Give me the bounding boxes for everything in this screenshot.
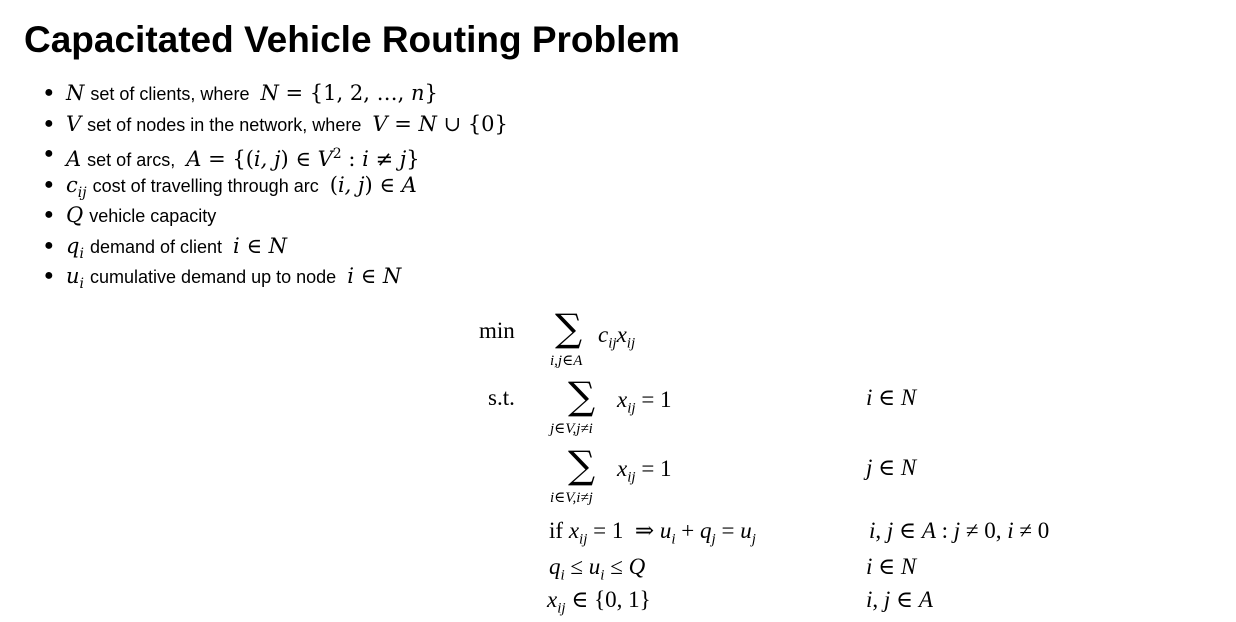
- bullet: ●: [44, 206, 54, 223]
- definition-text: set of nodes in the network, where: [87, 114, 362, 135]
- objective-sum-index: i,j∈A: [550, 353, 583, 369]
- symbol-V: V: [66, 111, 82, 136]
- definition-text: cumulative demand up to node: [90, 267, 337, 287]
- constraint-1-expression: $x_{ij} = 1$: [617, 387, 672, 417]
- constraint-1-domain: i ∈ N: [866, 385, 917, 410]
- formula-q: i ∈ N: [233, 233, 288, 258]
- bullet: ●: [44, 236, 54, 254]
- bullet: ●: [44, 175, 54, 193]
- st-label: s.t.: [488, 385, 515, 410]
- definition-text: vehicle capacity: [89, 206, 217, 226]
- symbol-q: $q_i$: [66, 233, 84, 262]
- definition-text: cost of travelling through arc: [92, 175, 319, 196]
- formula-N: N = {1, 2, …, n}: [260, 81, 438, 105]
- sum-symbol: ∑: [555, 306, 583, 350]
- bullet: ●: [44, 145, 54, 162]
- page-title: Capacitated Vehicle Routing Problem: [24, 19, 680, 60]
- definition-text: set of arcs,: [87, 150, 176, 170]
- objective-label: min: [479, 318, 515, 343]
- bullet: ●: [44, 114, 54, 132]
- symbol-N: N: [66, 81, 85, 105]
- constraint-3-domain: i, j ∈ A : j ≠ 0, i ≠ 0: [869, 518, 1050, 543]
- constraint-3-expression: if $x_{ij} = 1$ ⇒ $u_i + q_j = u_j$: [549, 518, 756, 548]
- formula-A: A = {(i, j) ∈ $V^2$ : i ≠ j}: [186, 146, 420, 171]
- bullet: ●: [44, 84, 54, 101]
- constraint-1-sum-index: j∈V,j≠i: [550, 421, 593, 437]
- constraint-2-sum-index: i∈V,i≠j: [550, 490, 593, 506]
- sum-symbol: ∑: [568, 443, 596, 487]
- bullet: ●: [44, 267, 54, 284]
- constraint-4-expression: $q_i \le u_i \le Q$: [549, 554, 646, 584]
- sum-symbol: ∑: [568, 374, 596, 418]
- constraint-5-domain: i, j ∈ A: [866, 587, 933, 612]
- definition-text: set of clients, where: [90, 84, 250, 104]
- objective-expression: $c_{ij}x_{ij}$: [598, 322, 636, 352]
- constraint-2-domain: j ∈ N: [866, 455, 917, 480]
- symbol-Q: Q: [66, 203, 84, 227]
- formula-V: V = N ∪ {0}: [372, 111, 508, 136]
- formula-u: i ∈ N: [347, 264, 402, 288]
- definition-text: demand of client: [89, 236, 223, 257]
- constraint-2-expression: $x_{ij} = 1$: [617, 456, 672, 486]
- symbol-u: $u_i$: [66, 264, 85, 293]
- symbol-c: $c_{ij}$: [66, 172, 87, 201]
- symbol-A: A: [66, 147, 82, 171]
- constraint-4-domain: i ∈ N: [866, 554, 917, 579]
- constraint-5-expression: $x_{ij}$ ∈ {0, 1}: [547, 587, 651, 617]
- formula-c: (i, j) ∈ A: [329, 172, 417, 197]
